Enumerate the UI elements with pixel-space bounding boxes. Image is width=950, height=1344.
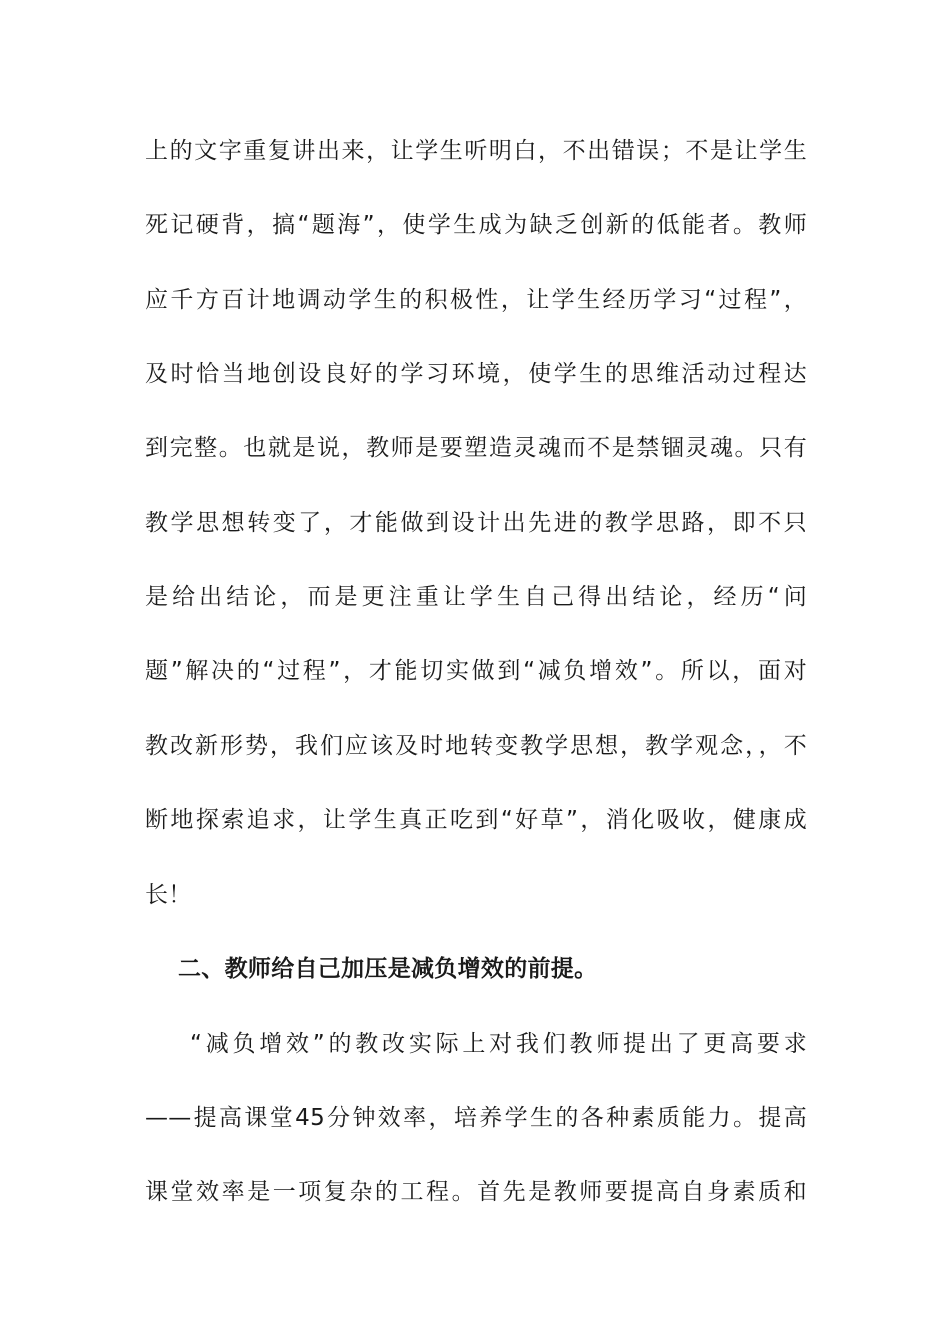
text-line: 长！ [145,882,192,908]
text-line: 死记硬背，搞“题海”，使学生成为缺乏创新的低能者。教师 [145,212,807,238]
text-line: 教改新形势，我们应该及时地转变教学思想，教学观念，，不 [145,733,807,759]
text-line: 及时恰当地创设良好的学习环境，使学生的思维活动过程达 [145,361,807,387]
text-line: 是给出结论，而是更注重让学生自己得出结论，经历“问 [145,584,807,610]
text-line: 题”解决的“过程”，才能切实做到“减负增效”。所以，面对 [145,658,807,684]
text-line: 课堂效率是一项复杂的工程。首先是教师要提高自身素质和 [145,1179,807,1205]
text-line: 教学思想转变了，才能做到设计出先进的教学思路，即不只 [145,510,807,536]
section-heading: 二、教师给自己加压是减负增效的前提。 [178,956,598,982]
text-line: 断地探索追求，让学生真正吃到“好草”，消化吸收，健康成 [145,807,807,833]
text-line: 上的文字重复讲出来，让学生听明白，不出错误；不是让学生 [145,138,807,164]
text-line: “减负增效”的教改实际上对我们教师提出了更高要求 [190,1031,807,1057]
text-line: 到完整。也就是说，教师是要塑造灵魂而不是禁锢灵魂。只有 [145,435,807,461]
text-line: 应千方百计地调动学生的积极性，让学生经历学习“过程”， [145,287,807,313]
text-line: ——提高课堂45分钟效率，培养学生的各种素质能力。提高 [145,1105,807,1131]
